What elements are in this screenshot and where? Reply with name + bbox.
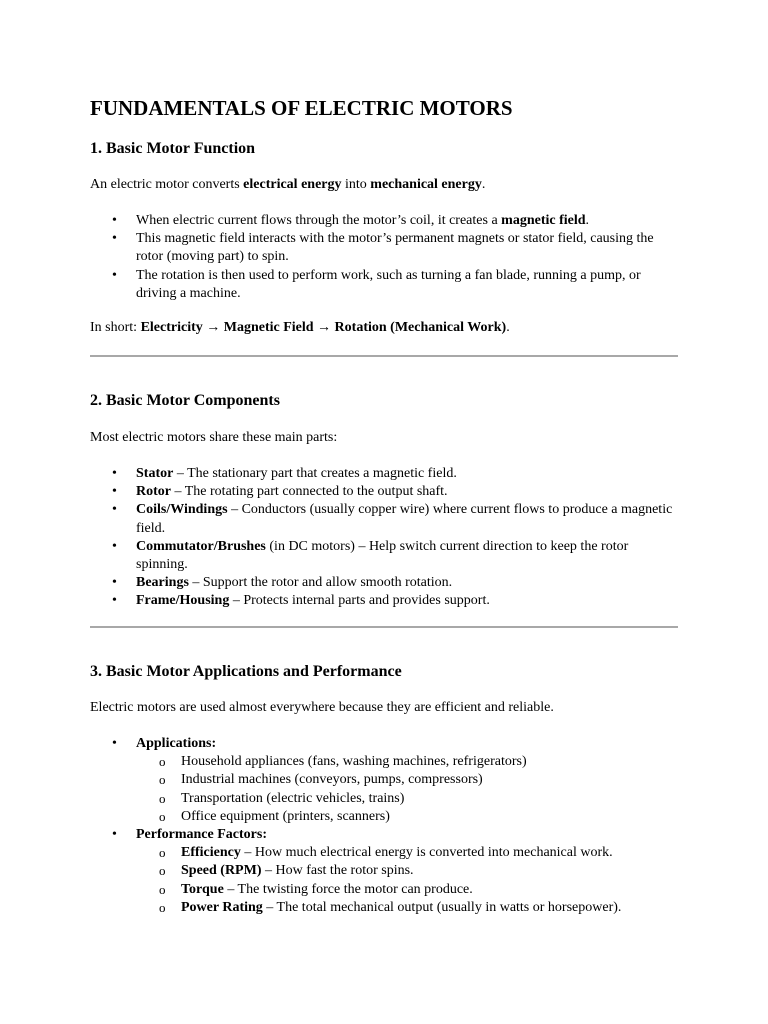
sublist-item: [136, 899, 678, 917]
summary-text: .: [506, 320, 510, 335]
sublist-item: o Industrial machines (conveyors, pumps, compressors): [136, 771, 678, 789]
section-2-component-list: [90, 465, 678, 611]
performance-term: Torque: [181, 881, 224, 897]
intro-bold-mechanical-energy: mechanical energy: [370, 177, 482, 192]
applications-sublist: [136, 753, 678, 826]
component-desc: – The stationary part that creates a magnetic field.: [173, 466, 457, 481]
summary-text: In short:: [90, 320, 141, 335]
intro-text: An electric motor converts: [90, 177, 244, 192]
performance-term: Power Rating: [181, 899, 263, 915]
performance-sublist: [136, 844, 678, 917]
component-desc: – The rotating part connected to the output shaft.: [171, 484, 448, 500]
intro-text: .: [481, 177, 486, 192]
list-item: [90, 501, 678, 537]
performance-term: Efficiency: [181, 845, 241, 861]
component-term: Commutator/Brushes: [136, 538, 266, 554]
list-item: [90, 212, 678, 230]
performance-desc: – How much electrical energy is converted into mechanical work.: [240, 845, 613, 861]
section-2-intro: Most electric motors share these main parts:: [90, 430, 338, 445]
section-2-heading: 2. Basic Motor Components: [90, 392, 280, 409]
list-item-text: When electric current flows through the motor’s coil, it creates a: [136, 213, 502, 228]
section-1-bullet-list: [90, 212, 678, 303]
list-item-bold: magnetic field: [501, 213, 586, 228]
performance-label: Performance Factors:: [136, 827, 267, 843]
sublist-item: [136, 862, 678, 880]
list-item: [90, 465, 678, 483]
component-desc: – Conductors (usually copper wire) where current flows to produce a magnetic field.: [136, 502, 673, 536]
component-desc: – Support the rotor and allow smooth rotation.: [188, 575, 453, 591]
section-divider: [90, 626, 678, 628]
list-item: [90, 538, 678, 574]
section-1-heading: 1. Basic Motor Function: [90, 140, 256, 157]
intro-text: into: [341, 177, 371, 192]
list-item: [90, 592, 678, 610]
sublist-item: [136, 844, 678, 862]
component-desc: (in DC motors) – Help switch current direction to keep the rotor spinning.: [136, 538, 629, 573]
component-term: Rotor: [136, 484, 171, 500]
component-term: Bearings: [136, 575, 189, 591]
list-item: • The rotation is then used to perform work, such as turning a fan blade, running a pump, or driving a machine.: [90, 267, 678, 303]
list-item-applications: [90, 735, 678, 826]
sublist-item: o Office equipment (printers, scanners): [136, 808, 678, 826]
section-3-heading: 3. Basic Motor Applications and Performance: [90, 663, 402, 680]
section-3-list: [90, 735, 678, 917]
sublist-item: o Transportation (electric vehicles, trains): [136, 790, 678, 808]
performance-desc: – The twisting force the motor can produce.: [223, 881, 473, 897]
list-item: • This magnetic field interacts with the motor’s permanent magnets or stator field, causing the rotor (moving part) to spin.: [90, 230, 678, 266]
component-desc: – Protects internal parts and provides support.: [229, 593, 490, 609]
list-item-text: .: [585, 213, 590, 228]
list-item: [90, 574, 678, 592]
section-1-intro: [90, 176, 485, 194]
list-item-performance: [90, 826, 678, 917]
summary-bold: Electricity → Magnetic Field → Rotation (Mechanical Work): [140, 320, 507, 335]
section-divider: [90, 355, 678, 357]
sublist-item: o Household appliances (fans, washing machines, refrigerators): [136, 753, 678, 771]
performance-desc: – How fast the rotor spins.: [261, 863, 414, 879]
component-term: Stator: [136, 466, 174, 481]
document-title: FUNDAMENTALS OF ELECTRIC MOTORS: [90, 96, 513, 120]
component-term: Coils/Windings: [136, 502, 228, 518]
list-item: [90, 483, 678, 501]
intro-bold-electrical-energy: electrical energy: [243, 177, 342, 192]
component-term: Frame/Housing: [136, 593, 230, 609]
section-3-intro: Electric motors are used almost everywhere because they are efficient and reliable.: [90, 700, 554, 715]
performance-term: Speed (RPM): [181, 863, 262, 879]
sublist-item: [136, 881, 678, 899]
performance-desc: – The total mechanical output (usually in watts or horsepower).: [262, 899, 622, 915]
applications-label: Applications:: [136, 736, 217, 751]
section-1-summary: [90, 319, 510, 337]
